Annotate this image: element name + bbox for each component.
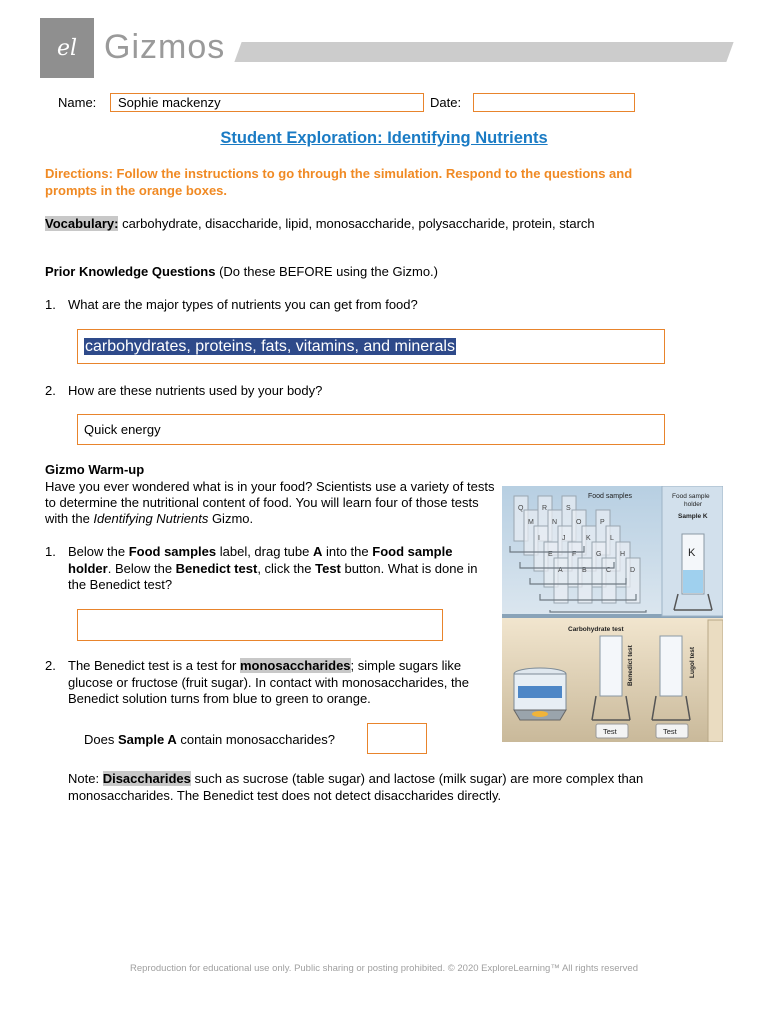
vocabulary-terms: carbohydrate, disaccharide, lipid, monosaccharide, polysaccharide, protein, starch [118, 216, 595, 231]
directions-text: Directions: Follow the instructions to go through the simulation. Respond to the questions and prompts in the orange boxes. [45, 166, 633, 198]
intro-italic: Identifying Nutrients [93, 511, 209, 526]
bold-run: Food sample holder [68, 544, 453, 576]
carb-test-label: Carbohydrate test [568, 626, 624, 633]
test-button-label: Test [603, 727, 617, 736]
tube-label: A [558, 567, 563, 574]
tube-label: R [542, 505, 548, 512]
prior-question-1 [0, 297, 768, 317]
answer-box-sample-a[interactable] [367, 723, 427, 754]
vocabulary-line [45, 216, 725, 231]
sample-letter: K [688, 547, 696, 559]
bold-run: Test [315, 560, 341, 576]
gizmo-simulation-image [502, 486, 723, 742]
lugol-test-label: Lugol test [689, 646, 696, 678]
name-label: Name: [58, 95, 97, 110]
food-samples-label: Food samples [588, 493, 632, 500]
date-label: Date: [430, 95, 462, 110]
tube-label: M [528, 519, 534, 526]
vocab-term: monosaccharides [239, 658, 351, 673]
vocabulary-label: Vocabulary: [45, 216, 119, 231]
answer-box-warmup-1[interactable] [77, 609, 443, 641]
answer-box-prior-1[interactable] [77, 329, 665, 364]
question-number: 2. [45, 383, 56, 398]
tube-label: S [566, 505, 571, 512]
bold-run: Benedict test [175, 560, 258, 576]
vocab-term: Disaccharides [102, 771, 191, 786]
tube-label: P [600, 519, 605, 526]
tube-label: D [630, 567, 636, 574]
sample-label: Sample K [678, 513, 708, 520]
text-run: Below the [68, 544, 129, 559]
tube-label: L [610, 535, 614, 542]
text-run: , click the [257, 560, 316, 576]
text-run: Does [84, 732, 118, 747]
prior-knowledge-note: (Do these BEFORE using the Gizmo.) [215, 264, 438, 279]
text-run: The Benedict test is a test for [68, 658, 240, 673]
holder-label-1: Food sample [672, 493, 710, 500]
tube-label: F [572, 551, 577, 558]
header-decorative-bar [234, 42, 733, 62]
footer-copyright: Reproduction for educational use only. Public sharing or posting prohibited. © 2020 ExploreLearning™ All rights reserved [130, 963, 638, 974]
answer-box-prior-2[interactable]: Quick energy [77, 414, 665, 445]
name-field[interactable]: Sophie mackenzy [110, 93, 424, 112]
text-run: label, drag tube [216, 544, 313, 559]
simulation-drawing [502, 486, 723, 742]
question-text: What are the major types of nutrients you can get from food? [68, 297, 418, 312]
test-button-label: Test [663, 727, 677, 736]
benedict-test-label: Benedict test [627, 645, 634, 686]
question-number: 1. [45, 544, 56, 559]
warmup-heading: Gizmo Warm-up [45, 462, 145, 477]
tube-label: G [596, 551, 602, 558]
gizmos-logo-text: Gizmos [104, 28, 226, 66]
text-run: ; simple sugars like glucose or fructose (fruit sugar). In contact with monosaccharides, the Benedict solution turns from blue to green to orange. [68, 658, 470, 706]
intro-text: Have you ever wondered what is in your food? Scientists use a variety of tests to determine the nutritional content of food. You will learn four of those tests with the [45, 479, 495, 526]
text-run: into the [322, 544, 373, 559]
question-text: How are these nutrients used by your body? [68, 383, 323, 398]
question-number: 1. [45, 297, 56, 312]
tube-label: I [538, 535, 540, 542]
tube-label: C [606, 567, 612, 574]
text-run: contain monosaccharides? [176, 732, 335, 747]
question-text [68, 658, 498, 708]
text-run: . Below the [107, 560, 176, 576]
text-run: button. What is done in the Benedict test? [68, 560, 478, 592]
tube-label: N [552, 519, 558, 526]
question-text [68, 544, 493, 594]
holder-label-2: holder [684, 501, 703, 508]
intro-text-end: Gizmo. [208, 511, 254, 526]
warmup-intro [45, 479, 495, 527]
logo-mark-text: el [56, 35, 78, 61]
tube-label: Q [518, 505, 524, 512]
tube-label: O [576, 519, 582, 526]
tube-label: H [620, 551, 626, 558]
answer-text: carbohydrates, proteins, fats, vitamins, and minerals [85, 338, 455, 355]
disaccharide-note [68, 771, 708, 804]
bold-run: Sample A [117, 732, 177, 747]
tube-label: K [586, 535, 591, 542]
bold-run: Food samples [128, 544, 217, 559]
bold-run: A [312, 544, 323, 559]
tube-label: J [562, 535, 566, 542]
sample-a-question [84, 732, 335, 747]
tube-label: E [548, 551, 553, 558]
question-number: 2. [45, 658, 56, 673]
note-prefix: Note: [68, 771, 103, 786]
date-field[interactable] [473, 93, 635, 112]
gizmos-logo-mark [40, 18, 94, 78]
tube-label: B [582, 567, 587, 574]
prior-question-2 [0, 383, 768, 403]
prior-knowledge-heading-line [45, 264, 438, 279]
page-title: Student Exploration: Identifying Nutrients [220, 129, 548, 147]
prior-knowledge-heading: Prior Knowledge Questions [45, 264, 216, 279]
note-text: such as sucrose (table sugar) and lactose (milk sugar) are more complex than monosaccharides. The Benedict test does not detect disaccharides directly. [68, 771, 644, 803]
